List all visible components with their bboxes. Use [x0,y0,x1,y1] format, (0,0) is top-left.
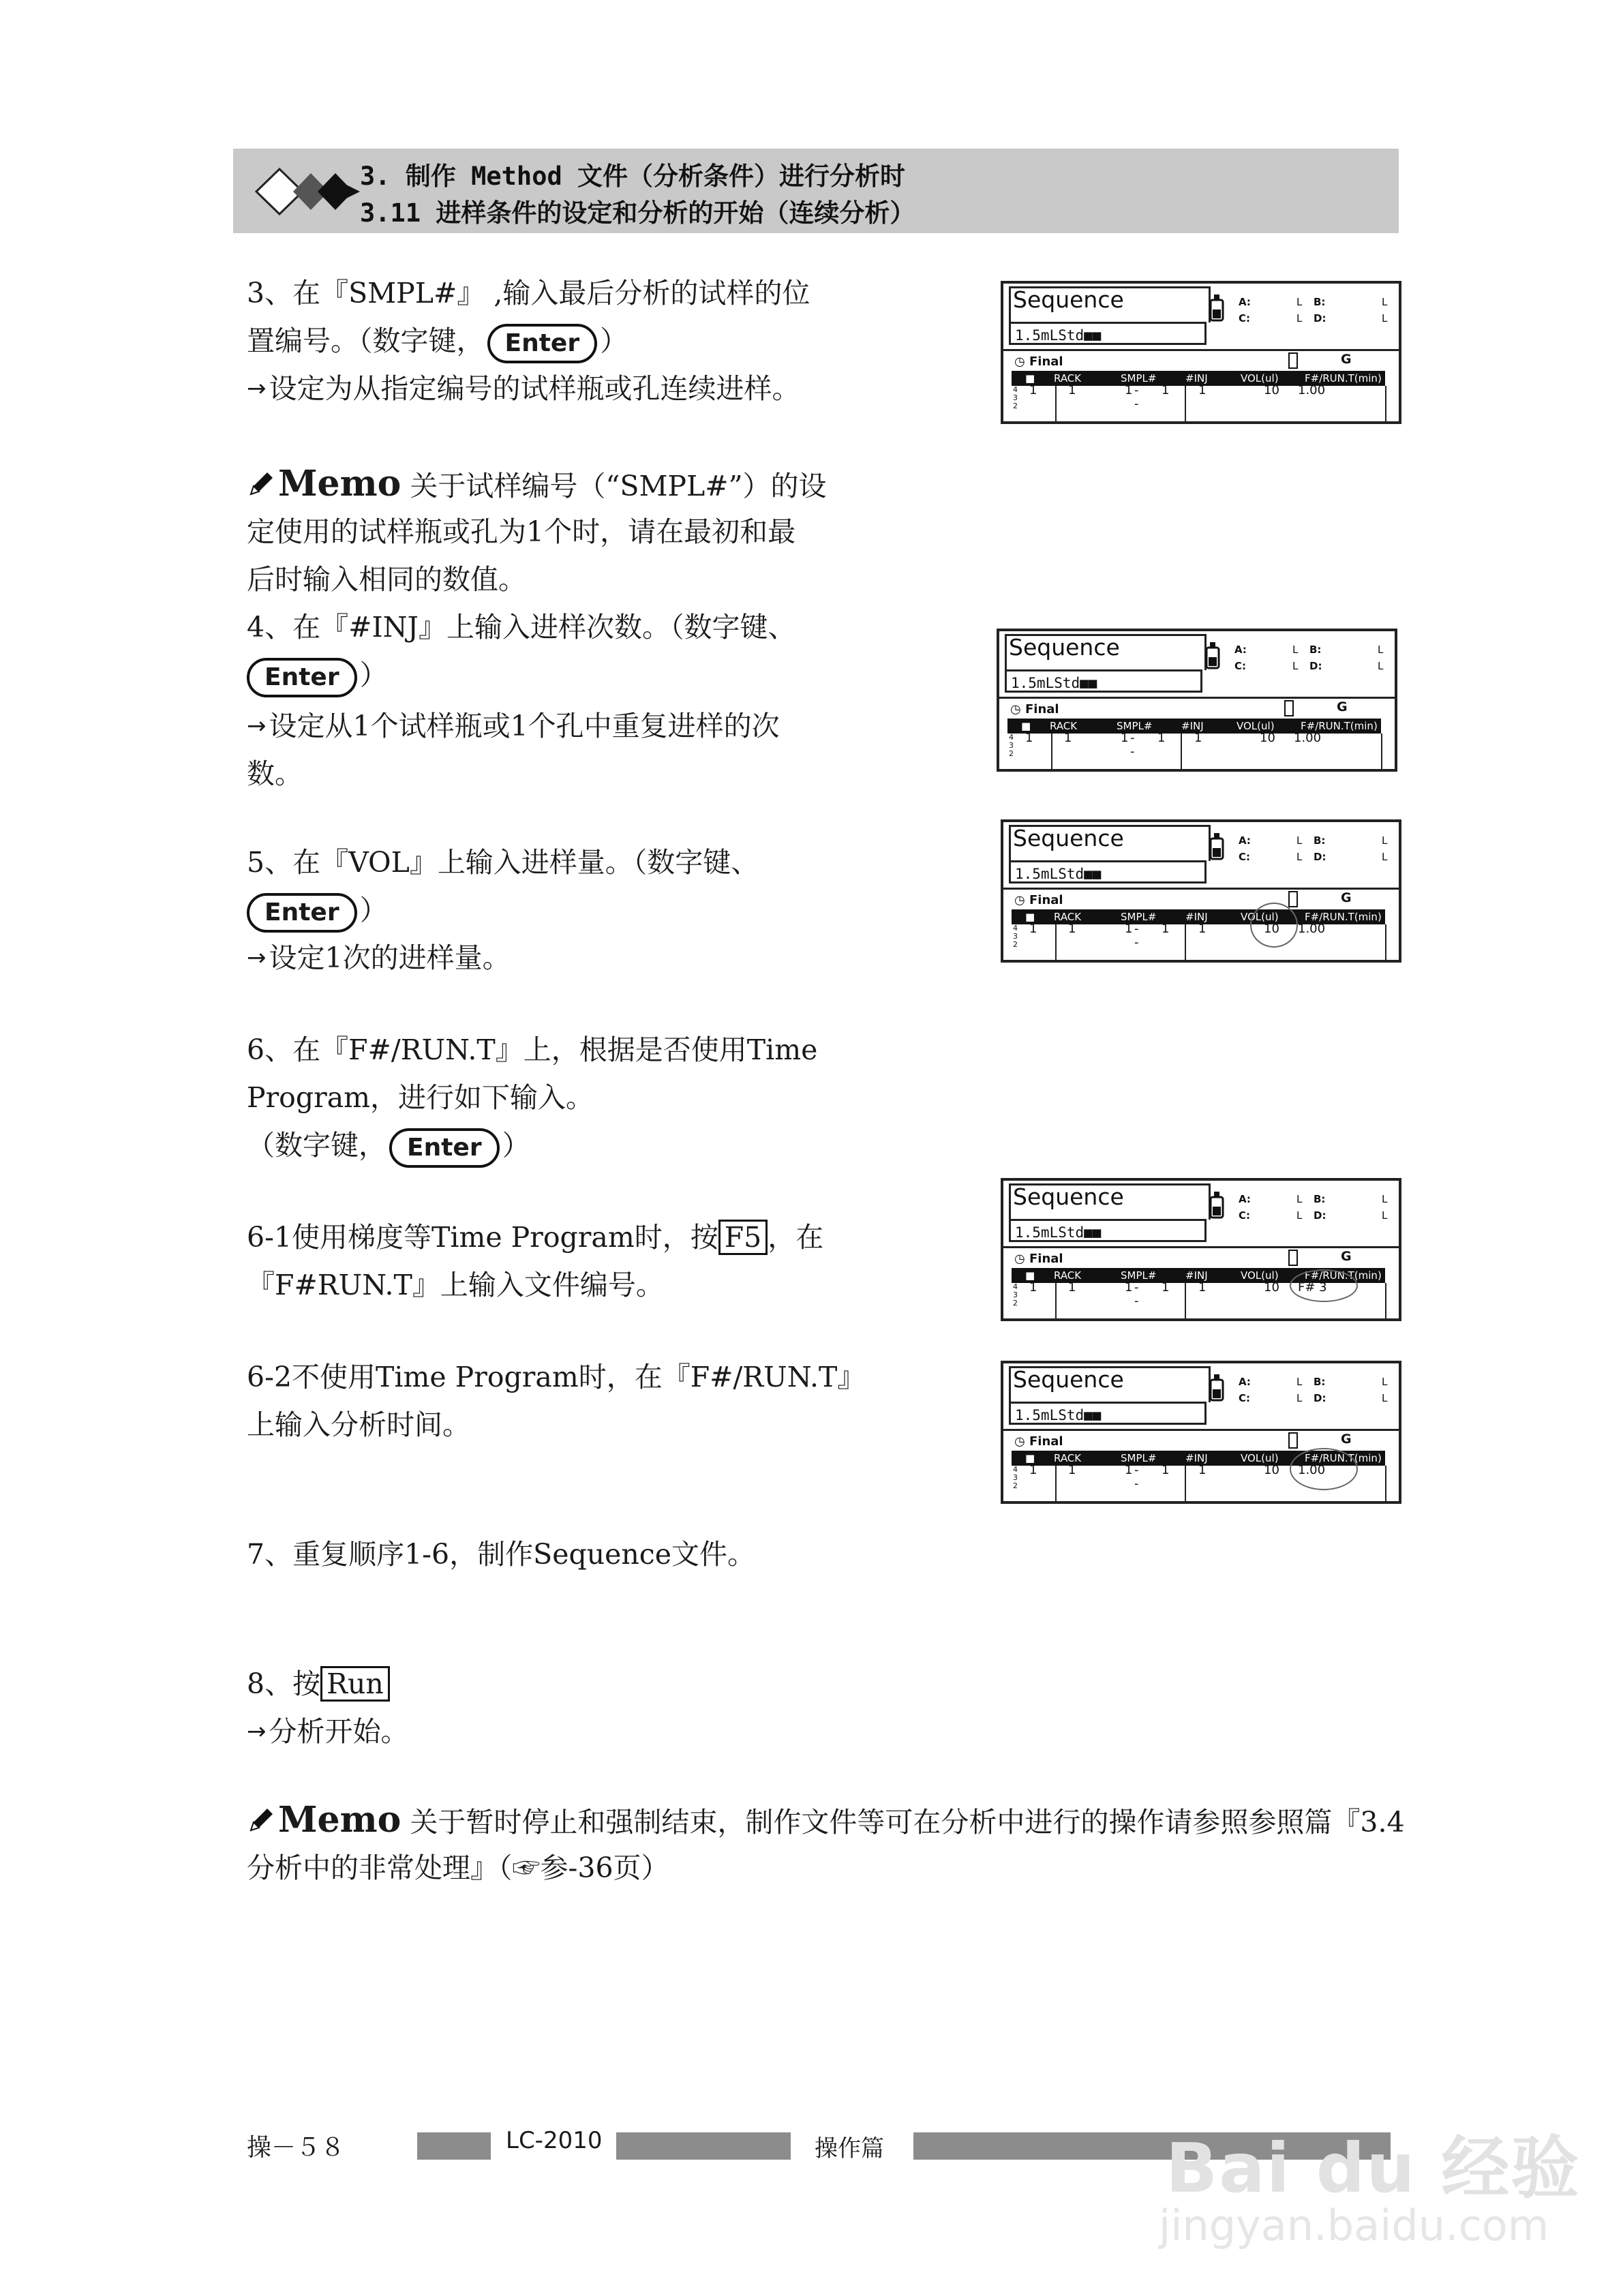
row-smpl-start: 1 [1125,922,1133,936]
run-key-icon: Run [320,1666,390,1702]
step3-result [247,365,800,412]
file-cursor: ■■ [1084,1407,1102,1423]
g-label: G [1341,1249,1352,1264]
col-sep [1185,1283,1186,1318]
final-text: Final [1029,1434,1063,1449]
row-vol: 10 [1264,922,1279,936]
step6-2-line2: 上输入分析时间。 [247,1408,470,1441]
step5-line2-close: ） [359,894,388,926]
channel-b-label: B: [1314,834,1326,847]
bottle-icon [1208,832,1226,862]
pencil-memo-icon [247,1806,275,1834]
row-inj: 1 [1198,922,1207,936]
col-vol: VOL(ul) [1241,911,1279,923]
screen-divider [1003,1429,1399,1431]
row-runt: 1.00 [1298,1463,1326,1477]
col-runt: F#/RUN.T(min) [1305,911,1382,923]
col-rack: RACK [1054,1452,1082,1464]
row-extra-dash: - [1134,935,1139,950]
memo1-line1-text: 关于试样编号（“SMPL#”）的设 [401,470,827,502]
highlight-circle [1290,1448,1358,1490]
bottle-icon [1208,1373,1226,1403]
row-num: 1 [1029,1280,1037,1295]
unit-d: L [1378,660,1384,672]
col-rack: RACK [1054,372,1082,384]
unit-d: L [1382,1392,1388,1404]
row-smpl-start: 1 [1125,1463,1133,1477]
row-smpl-start: 1 [1121,731,1129,745]
row-extra-dash: - [1134,397,1139,411]
step8-result [247,1708,409,1755]
channel-b-label: B: [1314,1376,1326,1388]
page-number: 操－５８ [247,2134,346,2162]
enter-key-icon: Enter [487,324,598,363]
channel-c-label: C: [1239,312,1251,324]
row-side-labels: 4 3 2 [1013,385,1018,410]
channel-b-label: B: [1314,1193,1326,1205]
unit-a: L [1296,1376,1303,1388]
col-vol: VOL(ul) [1241,372,1279,384]
step3-line2-text: 置编号。（数字键， [247,324,485,357]
enter-key-icon: Enter [389,1128,500,1168]
screen-divider [1003,1246,1399,1248]
col-inj: #INJ [1185,372,1208,384]
clock-icon: ◷ [1010,702,1025,716]
col-inj: #INJ [1185,911,1208,923]
file-name: 1.5mLStd [1015,327,1084,344]
memo1-line2: 定使用的试样瓶或孔为1个时，请在最初和最 [247,515,796,548]
step7-line1: 7、重复顺序1-6，制作Sequence文件。 [247,1538,756,1571]
screen-title: Sequence [1013,825,1124,851]
file-cursor: ■■ [1080,675,1097,691]
channel-c-label: C: [1239,1209,1251,1222]
row-extra-dash: - [1134,1477,1139,1491]
row-runt: 1.00 [1298,383,1326,397]
arrow-icon: → [247,944,267,971]
row-inj: 1 [1198,1280,1207,1295]
row-smpl-end: 1 [1162,1280,1170,1295]
step8-line1 [247,1660,390,1708]
col-smpl: SMPL# [1117,720,1153,732]
sequence-screen-2 [997,629,1397,772]
row-vol: 10 [1264,383,1279,397]
g-label: G [1341,1432,1352,1447]
row-smpl-start: 1 [1125,383,1133,397]
col-sep [1181,734,1182,769]
channel-b-label: B: [1309,644,1322,656]
row-runt: 1.00 [1294,731,1322,745]
channel-c-label: C: [1239,1392,1251,1404]
col-marker: ■ [1021,720,1031,732]
unit-d: L [1382,312,1388,324]
row-smpl-start: 1 [1125,1280,1133,1295]
final-text: Final [1029,354,1063,369]
col-smpl: SMPL# [1121,1452,1157,1464]
gauge-icon [1288,1250,1298,1266]
final-label [1010,702,1059,716]
step6-line3 [247,1121,530,1169]
channel-b-label: B: [1314,296,1326,308]
channel-c-label: C: [1239,851,1251,863]
step6-line3-close: ） [502,1129,530,1162]
col-marker: ■ [1025,1269,1035,1282]
step4-result [247,702,780,750]
col-sep [1185,924,1186,960]
row-num: 1 [1025,731,1033,745]
channel-c-label: C: [1234,660,1247,672]
row-inj: 1 [1198,383,1207,397]
file-name: 1.5mLStd [1015,866,1084,882]
row-rack: 1 [1068,383,1076,397]
row-rack: 1 [1064,731,1072,745]
memo2-line2: 分析中的非常处理』（☞参-36页） [247,1852,669,1884]
unit-c: L [1296,1392,1303,1404]
screen-file-name [1009,860,1207,883]
row-vol: 10 [1260,731,1275,745]
col-vol: VOL(ul) [1241,1452,1279,1464]
step6-line1: 6、在『F#/RUN.T』上，根据是否使用Time [247,1033,818,1066]
channel-a-label: A: [1239,1376,1251,1388]
memo1-line3: 后时输入相同的数值。 [247,563,526,596]
row-extra-dash: - [1130,744,1135,759]
final-label [1014,1434,1063,1449]
unit-b: L [1382,834,1388,847]
sequence-screen-4 [1001,1178,1401,1321]
final-text: Final [1029,893,1063,907]
file-name: 1.5mLStd [1015,1224,1084,1241]
unit-b: L [1382,1376,1388,1388]
gauge-icon [1288,891,1298,907]
row-rack: 1 [1068,1280,1076,1295]
row-side-labels: 4 3 2 [1009,733,1014,758]
step5-line2 [247,886,388,934]
row-inj: 1 [1198,1463,1207,1477]
col-sep [1385,386,1386,421]
row-smpl-end: 1 [1162,922,1170,936]
channel-a-label: A: [1239,834,1251,847]
screen-title: Sequence [1013,1366,1124,1393]
clock-icon: ◷ [1014,1434,1029,1449]
baidu-watermark: Bai du 经验 [1166,2128,1581,2208]
footer-bar [417,2132,491,2160]
row-smpl-dash: - [1130,731,1135,745]
row-vol: 10 [1264,1463,1279,1477]
file-cursor: ■■ [1084,327,1102,344]
screen-title: Sequence [1013,1183,1124,1210]
diamond-arrow-logo-icon [251,161,367,222]
screen-title: Sequence [1009,634,1120,661]
channel-a-label: A: [1239,296,1251,308]
unit-b: L [1378,644,1384,656]
bottle-icon [1204,641,1222,671]
step3-line2-close: ） [600,324,628,357]
unit-b: L [1382,296,1388,308]
unit-c: L [1296,851,1303,863]
col-sep [1385,1466,1386,1501]
screen-divider [999,697,1395,699]
channel-d-label: D: [1314,1209,1326,1222]
row-num: 1 [1029,922,1037,936]
step4-line1: 4、在『#INJ』上输入进样次数。（数字键、 [247,611,796,644]
col-marker: ■ [1025,911,1035,923]
col-inj: #INJ [1181,720,1204,732]
step3-line2 [247,317,628,365]
unit-d: L [1382,1209,1388,1222]
file-cursor: ■■ [1084,1224,1102,1241]
row-num: 1 [1029,1463,1037,1477]
arrow-icon: → [247,375,267,402]
row-extra-dash: - [1134,1294,1139,1308]
step6-1-text: 6-1使用梯度等Time Program时，按 [247,1221,718,1254]
col-vol: VOL(ul) [1237,720,1275,732]
unit-a: L [1292,644,1299,656]
col-rack: RACK [1050,720,1078,732]
col-sep [1055,1466,1057,1501]
unit-a: L [1296,1193,1303,1205]
step6-1-text-end: ，在 [768,1221,824,1254]
col-marker: ■ [1025,1452,1035,1464]
final-text: Final [1029,1252,1063,1266]
col-sep [1185,386,1186,421]
g-label: G [1341,352,1352,367]
clock-icon: ◷ [1014,354,1029,369]
bottle-icon [1208,1190,1226,1220]
file-cursor: ■■ [1084,866,1102,882]
col-inj: #INJ [1185,1269,1208,1282]
row-rack: 1 [1068,1463,1076,1477]
step4-line2-close: ） [359,659,388,691]
col-sep [1381,734,1382,769]
clock-icon: ◷ [1014,893,1029,907]
footer-model: LC-2010 [506,2127,603,2154]
channel-a-label: A: [1239,1193,1251,1205]
col-vol: VOL(ul) [1241,1269,1279,1282]
file-name: 1.5mLStd [1015,1407,1084,1423]
row-side-labels: 4 3 2 [1013,1282,1018,1308]
arrow-icon: → [247,712,267,740]
footer-bar [616,2132,791,2160]
col-sep [1385,924,1386,960]
baidu-watermark-url: jingyan.baidu.com [1159,2201,1549,2250]
col-smpl: SMPL# [1121,1269,1157,1282]
screen-file-name [1009,1219,1207,1242]
row-smpl-dash: - [1134,1280,1139,1295]
col-sep [1185,1466,1186,1501]
row-smpl-dash: - [1134,922,1139,936]
screen-divider [1003,349,1399,351]
col-inj: #INJ [1185,1452,1208,1464]
memo2-line1-text: 关于暂时停止和强制结束，制作文件等可在分析中进行的操作请参照参照篇『3.4 [401,1806,1405,1839]
row-smpl-end: 1 [1162,383,1170,397]
row-num: 1 [1029,383,1037,397]
row-side-labels: 4 3 2 [1013,1465,1018,1490]
row-side-labels: 4 3 2 [1013,924,1018,949]
step5-line1: 5、在『VOL』上输入进样量。（数字键、 [247,846,759,879]
footer-section: 操作篇 [815,2135,884,2162]
step8-result-text: 分析开始。 [269,1715,409,1748]
row-smpl-end: 1 [1157,731,1166,745]
unit-b: L [1382,1193,1388,1205]
final-label [1014,1252,1063,1266]
unit-a: L [1296,296,1303,308]
screen-divider [1003,888,1399,890]
step5-result [247,934,511,982]
col-runt: F#/RUN.T(min) [1305,1452,1382,1464]
final-label [1014,354,1063,369]
row-vol: 10 [1264,1280,1279,1295]
screen-file-name [1009,1402,1207,1425]
row-smpl-dash: - [1134,383,1139,397]
highlight-circle [1290,1269,1358,1302]
step6-line2: Program，进行如下输入。 [247,1081,594,1114]
unit-c: L [1296,312,1303,324]
final-text: Final [1025,702,1059,716]
col-runt: F#/RUN.T(min) [1305,1269,1382,1282]
step4-line4: 数。 [247,757,303,790]
row-inj: 1 [1194,731,1202,745]
col-sep [1051,734,1052,769]
gauge-icon [1288,352,1298,369]
step6-1-line2: 『F#RUN.T』上输入文件编号。 [247,1269,664,1301]
screen-file-name [1005,669,1202,693]
header-title-line2: 3.11 进样条件的设定和分析的开始（连续分析） [360,198,915,228]
col-sep [1055,1283,1057,1318]
step6-1-line1 [247,1213,823,1261]
memo1-line1 [247,460,827,510]
col-smpl: SMPL# [1121,911,1157,923]
channel-d-label: D: [1309,660,1322,672]
memo2-heading: Memo [278,1799,401,1841]
header-title-line1: 3. 制作 Method 文件（分析条件）进行分析时 [360,162,906,191]
step6-line3-text: （数字键， [247,1129,386,1162]
col-sep [1385,1283,1386,1318]
row-smpl-end: 1 [1162,1463,1170,1477]
col-sep [1055,386,1057,421]
g-label: G [1337,699,1348,714]
highlight-circle [1250,903,1298,948]
gauge-icon [1288,1432,1298,1449]
col-sep [1055,924,1057,960]
memo2-line1 [247,1796,1405,1846]
step4-result-text: 设定从1个试样瓶或1个孔中重复进样的次 [269,710,780,742]
col-marker: ■ [1025,372,1035,384]
sequence-screen-1 [1001,281,1401,424]
clock-icon: ◷ [1014,1252,1029,1266]
channel-d-label: D: [1314,312,1326,324]
enter-key-icon: Enter [247,658,357,697]
col-runt: F#/RUN.T(min) [1305,372,1382,384]
col-smpl: SMPL# [1121,372,1157,384]
col-runt: F#/RUN.T(min) [1301,720,1378,732]
sequence-screen-5 [1001,1361,1401,1504]
screen-file-name [1009,322,1207,345]
bottle-icon [1208,293,1226,323]
sequence-screen-3 [1001,819,1401,963]
step6-2-line1: 6-2不使用Time Program时，在『F#/RUN.T』 [247,1361,866,1393]
step4-line2 [247,651,388,699]
step8-text: 8、按 [247,1667,321,1700]
pencil-memo-icon [247,470,275,498]
step5-result-text: 设定1次的进样量。 [269,941,511,974]
row-runt: 1.00 [1298,922,1326,936]
g-label: G [1341,890,1352,905]
file-name: 1.5mLStd [1011,675,1080,691]
f5-key-icon: F5 [718,1220,768,1255]
unit-a: L [1296,834,1303,847]
channel-a-label: A: [1234,644,1247,656]
gauge-icon [1284,700,1294,716]
row-runt: F# 3 [1298,1280,1327,1295]
col-rack: RACK [1054,1269,1082,1282]
row-rack: 1 [1068,922,1076,936]
unit-d: L [1382,851,1388,863]
unit-c: L [1292,660,1299,672]
row-smpl-dash: - [1134,1463,1139,1477]
enter-key-icon: Enter [247,893,357,933]
memo1-heading: Memo [278,463,401,504]
unit-c: L [1296,1209,1303,1222]
step3-result-text: 设定为从指定编号的试样瓶或孔连续进样。 [269,372,800,405]
step3-line1: 3、在『SMPL#』 ,输入最后分析的试样的位 [247,277,810,309]
channel-d-label: D: [1314,1392,1326,1404]
col-rack: RACK [1054,911,1082,923]
arrow-icon: → [247,1718,267,1745]
final-label [1014,893,1063,907]
screen-title: Sequence [1013,286,1124,313]
channel-d-label: D: [1314,851,1326,863]
